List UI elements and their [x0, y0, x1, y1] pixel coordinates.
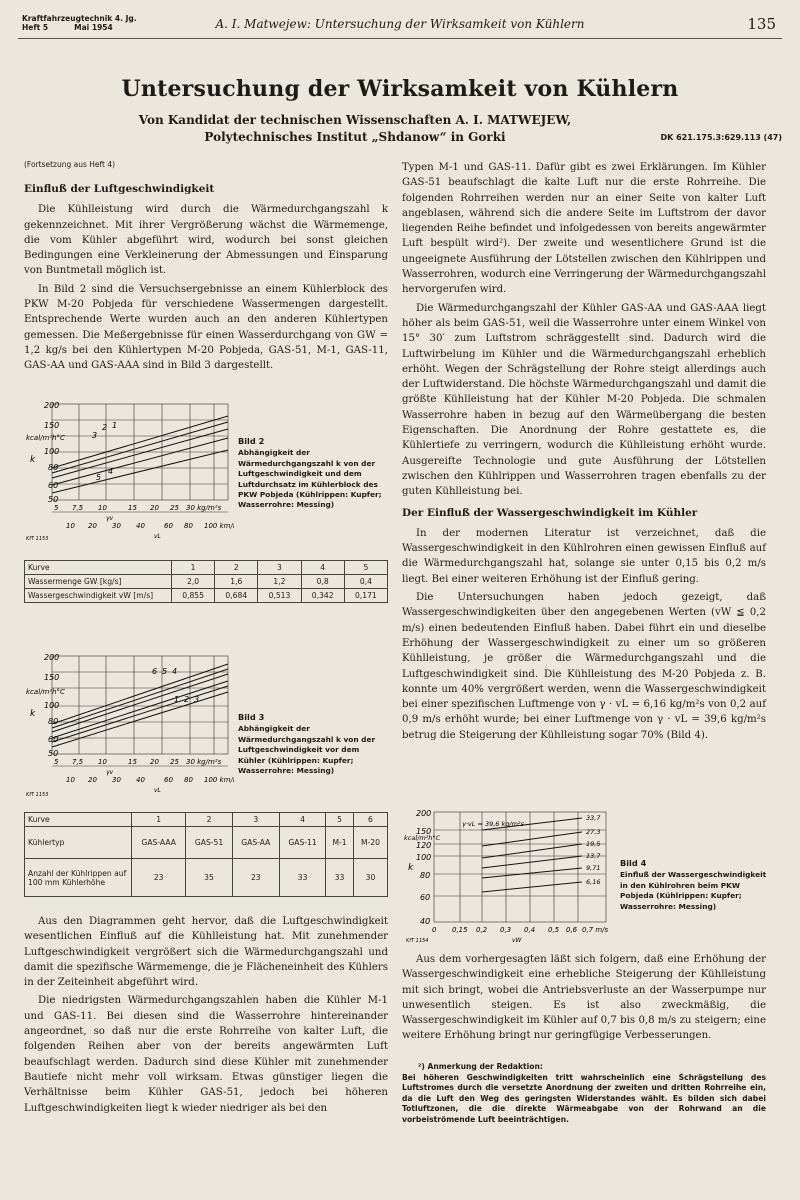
x-tick: 100 km/h — [204, 776, 234, 784]
y-tick: 150 — [44, 673, 60, 682]
page-header — [18, 8, 782, 39]
byline-institute: Polytechnisches Institut „Shdanow“ in Gorki — [204, 130, 506, 144]
k-symbol: k — [30, 455, 36, 465]
x-tick: 20 — [88, 776, 97, 784]
y-tick: 100 — [44, 447, 60, 456]
figure-3-chart — [24, 650, 234, 800]
x-tick: 30 — [112, 776, 121, 784]
left-column-bottom — [24, 914, 388, 1119]
left-column-top — [24, 160, 388, 377]
y-axis-label: kcal/m²h°C — [26, 434, 65, 442]
y-tick: 40 — [420, 917, 431, 926]
x-axis-label-2: vL — [154, 787, 161, 794]
x-tick: 25 — [170, 758, 179, 766]
table-header-cell: Kurve — [25, 561, 172, 575]
y-tick: 80 — [48, 463, 59, 472]
x-tick: 0,7 m/s — [582, 926, 609, 934]
dk-classification: DK 621.175.3:629.113 (47) — [660, 133, 782, 142]
table-row — [25, 859, 388, 897]
curve-label: 4 — [172, 667, 178, 676]
x-tick: 5 — [54, 758, 59, 766]
table-cell: 35 — [186, 859, 232, 897]
curve-label: 6 — [152, 667, 158, 676]
y-tick: 80 — [48, 717, 59, 726]
table-header-cell: 5 — [344, 561, 387, 575]
x-tick: 10 — [66, 522, 75, 530]
page-number: 135 — [747, 15, 776, 33]
figure-code: KfT 1154 — [406, 938, 429, 944]
row-label: Wassergeschwindigkeit vW [m/s] — [25, 589, 172, 603]
table-row — [25, 561, 388, 575]
curve-label: 13,7 — [586, 852, 601, 860]
y-tick: 200 — [44, 401, 60, 410]
caption-text: Einfluß der Wassergeschwindigkeit in den Kühlrohren beim PKW Pobjeda (Kühlrippen: Kupfer; Wasserrohre: Messing) — [620, 870, 767, 911]
figure-4 — [402, 806, 614, 946]
journal-name: Kraftfahrzeugtechnik 4. Jg. — [22, 14, 137, 23]
figure-code: KfT 1153 — [26, 792, 49, 798]
x-tick: 80 — [184, 776, 193, 784]
figure-2-chart — [24, 398, 234, 544]
curve-label: 3 — [194, 695, 200, 704]
curve-label: 5 — [162, 667, 168, 676]
x-tick: 0,2 — [476, 926, 488, 934]
right-column-top — [402, 160, 766, 746]
y-tick: 60 — [48, 481, 59, 490]
byline — [0, 112, 710, 146]
caption-text: Abhängigkeit der Wärmedurchgangszahl k von der Luftgeschwindigkeit und dem Luftdurchsatz im Kühlerblock des PKW Pobjeda (Kühlrippen: Kupfer; Wasserrohre: Messing) — [238, 448, 382, 510]
table-cell: 0,513 — [258, 589, 301, 603]
byline-author: Von Kandidat der technischen Wissenschaften A. I. MATWEJEW, — [138, 113, 572, 127]
table-cell: GAS-51 — [186, 827, 232, 859]
y-tick: 200 — [44, 653, 60, 662]
x-tick: 0,6 — [566, 926, 578, 934]
caption-title: Bild 2 — [238, 436, 265, 446]
curve-label: 9,71 — [586, 864, 601, 872]
y-axis-label: kcal/m²h°C — [404, 834, 441, 842]
paragraph: Die Kühlleistung wird durch die Wärmedurchgangszahl k gekennzeichnet. Mit ihrer Vergrößerung wächst die Wärmemenge, die vom Kühler abgeführt wird, wodurch bei sonst gleichen Bedingungen eine Verkleinerung der Abmessungen und Einsparung von Buntmetall möglich ist. — [24, 204, 388, 277]
paragraph: Typen M-1 und GAS-11. Dafür gibt es zwei Erklärungen. Im Kühler GAS-51 beaufschlagt die kalte Luft nur die erste Rohrreihe. Die folgenden Rohrreihen werden nur an einer Seite von kalter Luft angeblasen, während sich die andere Seite im Luftstrom der davor liegenden Reihe befindet und infolgedessen von bereits angewärmter Luft bespült wird²). Der zweite und wesentlichere Grund ist die ungeeignete Ausführung der Lötstellen zwischen den Kühlrippen und Wasserrohren, wodurch eine Verringerung der Wärmedurchgangszahl hervorgerufen wird. — [402, 162, 766, 296]
x-tick: 30 — [112, 522, 121, 530]
footnote-mark: ²) Anmerkung der Redaktion: — [418, 1062, 543, 1071]
curve-label: 4 — [108, 467, 114, 476]
y-tick: 150 — [416, 827, 432, 836]
table-cell: GAS-AA — [232, 827, 279, 859]
table-cell: 0,171 — [344, 589, 387, 603]
caption-title: Bild 3 — [238, 712, 265, 722]
x-tick: 40 — [136, 522, 145, 530]
x-tick: 60 — [164, 776, 173, 784]
table-header-cell: 3 — [232, 813, 279, 827]
x-tick: 0,5 — [548, 926, 560, 934]
article-title: Untersuchung der Wirksamkeit von Kühlern — [121, 76, 679, 102]
table-row — [25, 575, 388, 589]
running-title: A. I. Matwejew: Untersuchung der Wirksamkeit von Kühlern — [215, 17, 585, 31]
x-tick: 20 — [88, 522, 97, 530]
x-tick: 15 — [128, 504, 137, 512]
y-tick: 50 — [48, 749, 59, 758]
issue-info: Heft 5 Mai 1954 — [22, 23, 113, 32]
figure-2-caption — [238, 436, 388, 511]
table-cell: 30 — [353, 859, 387, 897]
table-cell: 0,342 — [301, 589, 344, 603]
paragraph: In der modernen Literatur ist verzeichnet, daß die Wassergeschwindigkeit in den Kühlrohren einen gewissen Einfluß auf die Wärmedurchgangszahl hat, solange sie unter 0,15 bis 0,2 m/s liegt. Bei einer weiteren Erhöhung ist der Einfluß gering. — [402, 527, 766, 585]
x-tick: 25 — [170, 504, 179, 512]
x-tick: 0 — [432, 926, 437, 934]
curve-label: 6,16 — [586, 878, 601, 886]
table-cell: 0,8 — [301, 575, 344, 589]
table-header-cell: 2 — [215, 561, 258, 575]
y-tick: 60 — [420, 893, 431, 902]
x-tick: 40 — [136, 776, 145, 784]
curve-label: 5 — [96, 473, 102, 482]
x-axis-label-2: vL — [154, 533, 161, 540]
curve-label: 3 — [92, 431, 98, 440]
x-tick: 0,4 — [524, 926, 536, 934]
y-tick: 100 — [416, 853, 432, 862]
x-tick: 7,5 — [72, 504, 84, 512]
x-axis-label-1: γv — [106, 515, 114, 522]
x-tick: 10 — [66, 776, 75, 784]
table-row — [25, 813, 388, 827]
figure-4-caption — [620, 858, 770, 912]
paragraph: Die Untersuchungen haben jedoch gezeigt, daß Wassergeschwindigkeiten über den angegebenen Werten (vW ≦ 0,2 m/s) einen bedeutenden Einfluß haben. Dabei führt ein und dieselbe Erhöhung der Wassergeschwindigkeit zu einer um so größeren Kühlleistung, je größer die Wärmedurchgangszahl und die Luftgeschwindigkeit sind. Die Kühlleistung des M-20 Pobjeda z. B. konnte um 40% vergrößert werden, wenn die Wassergeschwindigkeit bei einer spezifischen Luftmenge von γ · vL = 6,16 kg/m²s von 0,2 auf 0,9 m/s erhöht wurde; bei einer Luftmenge von γ · vL = 39,6 kg/m²s betrug die Steigerung der Kühlleistung sogar 70% (Bild 4). — [402, 592, 766, 741]
table-header-cell: 2 — [186, 813, 232, 827]
x-tick: 0,15 — [452, 926, 468, 934]
table-cell: GAS-11 — [279, 827, 325, 859]
table-header-cell: 5 — [326, 813, 354, 827]
curve-label: 27,3 — [586, 828, 601, 836]
figure-3-caption — [238, 712, 388, 776]
annotation: γ·vL = 39,6 kg/m²s — [462, 820, 524, 828]
curve-label: 1 — [174, 695, 180, 704]
x-tick: 10 — [98, 758, 107, 766]
table-cell: M-20 — [353, 827, 387, 859]
x-axis-label-1: γv — [106, 769, 114, 776]
y-tick: 120 — [416, 841, 432, 850]
figure-4-chart — [402, 806, 614, 946]
x-tick: 30 kg/m²s — [186, 504, 222, 512]
paragraph: Aus dem vorhergesagten läßt sich folgern, daß eine Erhöhung der Wassergeschwindigkeit eine erhebliche Steigerung der Kühlleistung mit sich bringt, wobei die Antriebsverluste an der Wasserpumpe nur unwesentlich steigen. Es ist also zweckmäßig, die Wassergeschwindigkeit im Kühler auf 0,7 bis 0,8 m/s zu steigern; eine weitere Erhöhung bringt nur geringfügige Verbesserungen. — [402, 954, 766, 1042]
y-tick: 100 — [44, 701, 60, 710]
x-tick: 0,3 — [500, 926, 512, 934]
y-tick: 60 — [48, 735, 59, 744]
caption-text: Abhängigkeit der Wärmedurchgangszahl k von der Luftgeschwindigkeit vor dem Kühler (Kühlrippen: Kupfer; Wasserrohre: Messing) — [238, 724, 376, 776]
k-symbol: k — [408, 863, 414, 873]
curve-label: 2 — [184, 695, 190, 704]
table-header-cell: 1 — [172, 561, 215, 575]
y-tick: 200 — [416, 809, 432, 818]
x-tick: 5 — [54, 504, 59, 512]
x-tick: 10 — [98, 504, 107, 512]
table-cell: 1,2 — [258, 575, 301, 589]
table-cell: 23 — [132, 859, 186, 897]
curve-label: 33,7 — [586, 814, 601, 822]
section-heading-water: Der Einfluß der Wassergeschwindigkeit im Kühler — [402, 506, 698, 519]
paragraph: Aus den Diagrammen geht hervor, daß die Luftgeschwindigkeit wesentlichen Einfluß auf die Kühlleistung hat. Mit zunehmender Luftgeschwindigkeit vergrößert sich die Wärmedurchgangszahl und damit die spezifische Wärmemenge, die je Flächeneinheit des Kühlers in der Zeiteinheit abgeführt wird. — [24, 916, 388, 989]
table-cell: 0,4 — [344, 575, 387, 589]
table-cell: 0,855 — [172, 589, 215, 603]
table-cell: M-1 — [326, 827, 354, 859]
table-2 — [24, 812, 388, 897]
paragraph: In Bild 2 sind die Versuchsergebnisse an einem Kühlerblock des PKW M-20 Pobjeda für verschiedene Wassermengen dargestellt. Entsprechende Werte wurden auch an den anderen Kühlertypen gemessen. Die Meßergebnisse für einen Wasserdurchgang von GW = 1,2 kg/s bei den Kühlertypen M-20 Pobjeda, GAS-51, M-1, GAS-11, GAS-AA und GAS-AAA sind in Bild 3 dargestellt. — [24, 283, 388, 372]
x-tick: 20 — [150, 504, 159, 512]
curve-label: 2 — [102, 423, 108, 432]
y-axis-label: kcal/m²h°C — [26, 688, 65, 696]
x-tick: 15 — [128, 758, 137, 766]
table-header-cell: 3 — [258, 561, 301, 575]
table-header-cell: 1 — [132, 813, 186, 827]
k-symbol: k — [30, 709, 36, 719]
row-label: Wassermenge GW [kg/s] — [25, 575, 172, 589]
table-cell: 1,6 — [215, 575, 258, 589]
continued-note: (Fortsetzung aus Heft 4) — [24, 160, 116, 169]
row-label: Kühlertyp — [25, 827, 132, 859]
table-cell: 23 — [232, 859, 279, 897]
figure-2 — [24, 398, 234, 544]
table-header-cell: 4 — [301, 561, 344, 575]
table-header-cell: Kurve — [25, 813, 132, 827]
x-tick: 100 km/h — [204, 522, 234, 530]
paragraph: Die Wärmedurchgangszahl der Kühler GAS-AA und GAS-AAA liegt höher als beim GAS-51, weil die Wasserrohre unter einem Winkel von 15° 30′ zum Luftstrom schräggestellt sind. Dadurch wird die Luftwirbelung im Kühler und die Wärmedurchgangszahl erheblich erhöht. Wegen der Schrägstellung der Rohre steigt allerdings auch der Luftwiderstand. Die höchste Wärmedurchgangszahl und damit die größte Kühlleistung hat der Kühler M-20 Pobjeda. Die schmalen Wasserrohre haben in bezug auf den Wärmeübergang die besten Eigenschaften. Die Anordnung der Rohre gestattete es, die Kühlertiefe zu verringern, wodurch die Kühlleistung erhöht wurde. Ausgereifte Technologie und gute Ausführung der Lötstellen zwischen den Kühlrippen und Wasserrohren tragen ebenfalls zu der guten Kühlleistung bei. — [402, 302, 766, 498]
table-row — [25, 827, 388, 859]
paragraph: Die niedrigsten Wärmedurchgangszahlen haben die Kühler M-1 und GAS-11. Bei diesen sind die Wasserrohre hintereinander angeordnet, so daß nur die erste Rohrreihe von kalter Luft, die folgenden Reihen aber von der bereits angewärmten Luft beaufschlagt werden. Dadurch sind diese Kühler mit zunehmender Bautiefe nicht mehr voll wirksam. Etwas günstiger liegen die Verhältnisse beim Kühler GAS-51, jedoch bei höheren Luftgeschwindigkeiten liegt k wieder niedriger als bei den — [24, 995, 388, 1114]
x-tick: 20 — [150, 758, 159, 766]
y-tick: 80 — [420, 871, 431, 880]
figure-3 — [24, 650, 234, 800]
curve-label: 1 — [112, 421, 118, 430]
x-tick: 7,5 — [72, 758, 84, 766]
x-tick: 80 — [184, 522, 193, 530]
table-cell: 2,0 — [172, 575, 215, 589]
table-cell: 0,684 — [215, 589, 258, 603]
right-column-bottom — [402, 952, 766, 1047]
caption-title: Bild 4 — [620, 858, 647, 868]
table-row — [25, 589, 388, 603]
table-header-cell: 4 — [279, 813, 325, 827]
section-heading-air: Einfluß der Luftgeschwindigkeit — [24, 183, 215, 195]
figure-code: KfT 1153 — [26, 536, 49, 542]
x-tick: 30 kg/m²s — [186, 758, 222, 766]
y-tick: 150 — [44, 421, 60, 430]
table-cell: 33 — [326, 859, 354, 897]
x-tick: 60 — [164, 522, 173, 530]
curve-label: 19,5 — [586, 840, 601, 848]
footnote-text: Bei höheren Geschwindigkeiten tritt wahrscheinlich eine Schrägstellung des Luftstromes durch die versetzte Anordnung der zweiten und dritten Rohrreihe ein, da die Luft den Weg des geringsten Widerstandes wählt. Es bilden sich dabei Totluftzonen, die die direkte Wärmeabgabe von der Rohrwand an die vorbeiströmende Luft beeinträchtigen. — [402, 1072, 766, 1124]
x-axis-label: vW — [512, 937, 522, 944]
y-tick: 50 — [48, 495, 59, 504]
table-1 — [24, 560, 388, 603]
table-cell: GAS-AAA — [132, 827, 186, 859]
row-label: Anzahl der Kühlrippen auf 100 mm Kühlerhöhe — [25, 859, 132, 897]
footnote — [402, 1062, 766, 1126]
table-header-cell: 6 — [353, 813, 387, 827]
table-cell: 33 — [279, 859, 325, 897]
